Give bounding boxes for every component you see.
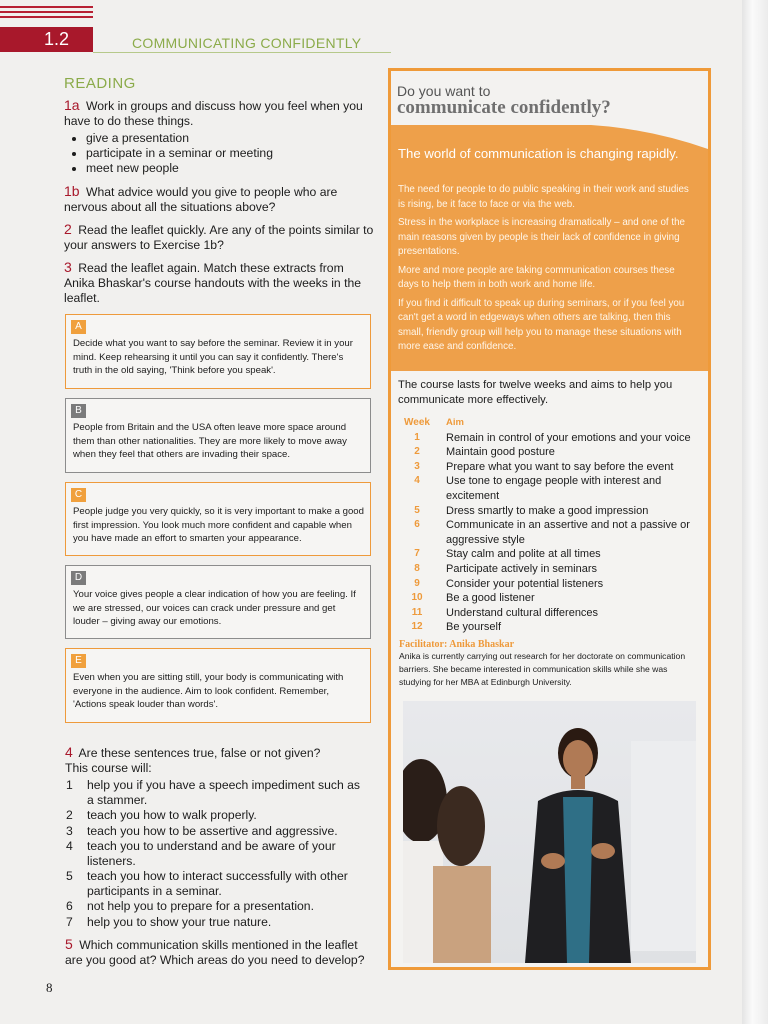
extract-e	[65, 648, 371, 723]
bullet-item: • participate in a seminar or meeting	[86, 146, 376, 161]
exercise-4	[65, 745, 365, 930]
page-edge	[742, 0, 768, 1024]
facilitator-text: Anika is currently carrying out research for her doctorate on communication barriers. She became interested in communication skills while she was studying for her MBA at Edinburgh University.	[399, 651, 686, 687]
extract-b	[65, 398, 371, 473]
week-number: 6	[414, 519, 420, 531]
week-number: 4	[414, 475, 420, 487]
week-aim: Participate actively in seminars	[446, 562, 598, 575]
extract-text: People judge you very quickly, so it is very important to make a good first impression. You look much more confident and capable when you have made an effort to smarten your appearance.	[73, 506, 364, 544]
exercise-question: Are these sentences true, false or not given?	[78, 746, 321, 760]
exercise-number: 2	[64, 221, 72, 237]
exercise-intro: This course will:	[65, 760, 152, 775]
item-text: not help you to prepare for a presentation.	[87, 899, 314, 913]
exercise-text: Read the leaflet quickly. Are any of the points similar to your answers to Exercise 1b?	[64, 223, 374, 252]
item-number: 2	[66, 808, 73, 822]
exercise-number: 1b	[64, 183, 80, 199]
extract-d	[65, 565, 371, 639]
list-item	[65, 899, 365, 914]
week-aim: Prepare what you want to say before the event	[446, 460, 674, 473]
table-row	[399, 547, 699, 562]
item-text: teach you how to interact successfully with other participants in a seminar.	[87, 869, 348, 898]
exercise-number: 1a	[64, 97, 80, 113]
table-row	[399, 431, 699, 446]
exercise-number: 4	[65, 744, 73, 760]
extract-letter: D	[71, 571, 86, 585]
reading-heading: READING	[64, 75, 136, 92]
table-row	[399, 562, 699, 577]
table-row	[399, 591, 699, 606]
table-row	[399, 577, 699, 592]
exercise-number: 3	[64, 259, 72, 275]
table-row	[399, 474, 699, 503]
presenter-illustration	[403, 701, 696, 963]
exercise-1a-bullets	[64, 131, 376, 176]
extract-text: People from Britain and the USA often leave more space around them than other nationalities. They are more likely to move away when they feel that others are invading their space.	[73, 422, 347, 460]
table-row	[399, 445, 699, 460]
list-item	[65, 869, 365, 898]
week-number: 10	[411, 592, 423, 604]
facilitator-title: Facilitator: Anika Bhaskar	[399, 639, 515, 650]
item-text: teach you to understand and be aware of your listeners.	[87, 839, 336, 868]
item-text: help you if you have a speech impediment such as a stammer.	[87, 778, 361, 807]
week-number: 2	[414, 446, 420, 458]
paragraph: Stress in the workplace is increasing dramatically – and one of the main reasons given by people is their lack of confidence in giving presentations.	[398, 217, 685, 257]
week-aim: Understand cultural differences	[446, 606, 599, 619]
item-number: 4	[66, 839, 73, 853]
week-aim: Maintain good posture	[446, 446, 555, 459]
week-aim: Communicate in an assertive and not a passive or aggressive style	[446, 519, 690, 546]
extract-text: Your voice gives people a clear indication of how you are feeling. If we are stressed, our voices can crack under pressure and get louder – giving away our emotions.	[73, 589, 356, 627]
table-row	[399, 606, 699, 621]
week-aim: Dress smartly to make a good impression	[446, 504, 649, 517]
week-aim-table	[399, 416, 699, 635]
unit-number-badge: 1.2	[0, 27, 93, 52]
week-number: 11	[411, 606, 423, 618]
page-number: 8	[46, 980, 53, 995]
leaflet-intro-panel	[391, 125, 708, 371]
table-row	[399, 504, 699, 519]
col-aim-header: Aim	[446, 417, 464, 428]
exercise-text: Work in groups and discuss how you feel when you have to do these things.	[64, 99, 363, 128]
exercise-text: Which communication skills mentioned in the leaflet are you good at? Which areas do you need to develop?	[65, 938, 365, 967]
leaflet-heading-line1: Do you want to	[397, 83, 491, 99]
item-text: help you to show your true nature.	[87, 914, 272, 929]
leaflet-intro-paragraphs	[398, 183, 698, 359]
reading-section	[64, 76, 376, 313]
facilitator-section	[399, 639, 694, 689]
list-item	[65, 778, 365, 807]
item-text: teach you how to walk properly.	[87, 808, 257, 822]
exercise-1a	[64, 98, 376, 176]
exercise-1b	[64, 184, 376, 215]
bullet-item: • meet new people	[86, 161, 376, 176]
list-item	[65, 824, 365, 839]
week-number: 9	[414, 577, 420, 589]
item-number: 6	[66, 899, 73, 913]
week-aim: Consider your potential listeners	[446, 577, 604, 590]
leaflet-intro-title: The world of communication is changing rapidly.	[398, 146, 679, 161]
week-number: 8	[414, 562, 420, 574]
table-row	[399, 620, 699, 635]
course-description: The course lasts for twelve weeks and aims to help you communicate more effectively.	[398, 379, 673, 406]
week-aim: Be a good listener	[446, 592, 535, 605]
exercise-text: Read the leaflet again. Match these extracts from Anika Bhaskar's course handouts with the weeks in the leaflet.	[64, 261, 362, 305]
week-aim: Use tone to engage people with interest and excitement	[446, 475, 662, 502]
table-header	[399, 416, 699, 431]
list-item	[65, 808, 365, 823]
exercise-number: 5	[65, 936, 73, 952]
extract-letter: A	[71, 320, 86, 334]
paragraph: More and more people are taking communication courses these days to help them in both work and home life.	[398, 264, 675, 290]
exercise-4-list	[65, 778, 365, 929]
extract-text: Even when you are sitting still, your body is communicating with everyone in the audience. Aim to look confident. Remember, 'Actions speak louder than words'.	[73, 672, 344, 710]
course-leaflet	[388, 68, 711, 970]
week-number: 7	[414, 548, 420, 560]
exercise-text: What advice would you give to people who are nervous about all the situations above?	[64, 185, 338, 214]
table-row	[399, 460, 699, 475]
exercise-5	[65, 937, 375, 968]
bullet-item: • give a presentation	[86, 131, 376, 146]
week-aim: Stay calm and polite at all times	[446, 548, 601, 561]
exercise-3	[64, 260, 376, 306]
extract-letter: B	[71, 404, 86, 418]
week-number: 12	[411, 621, 423, 633]
item-number: 5	[66, 869, 73, 883]
week-number: 1	[414, 431, 420, 443]
leaflet-heading-line2: communicate confidently?	[397, 97, 611, 118]
table-row	[399, 518, 699, 547]
extract-letter: E	[71, 654, 86, 668]
week-aim: Be yourself	[446, 621, 502, 634]
item-number: 1	[66, 778, 73, 792]
week-number: 3	[414, 460, 420, 472]
paragraph: If you find it difficult to speak up during seminars, or if you feel you can't get a word in edgeways when others are talking, then this small, friendly group will help you to manage these situations with more ease and confidence.	[398, 297, 685, 352]
item-number: 7	[66, 914, 73, 929]
item-text: teach you how to be assertive and aggressive.	[87, 823, 338, 838]
extract-c	[65, 482, 371, 556]
extract-text: Decide what you want to say before the seminar. Review it in your mind. Keep rehearsing it until you can say it confidently. There's truth in the old saying, 'Think before you speak'.	[73, 338, 353, 376]
col-week-header: Week	[404, 417, 430, 428]
week-number: 5	[414, 504, 420, 516]
week-aim: Remain in control of your emotions and your voice	[446, 431, 691, 444]
list-item	[65, 839, 365, 868]
extract-letter: C	[71, 488, 86, 502]
extract-a	[65, 314, 371, 389]
unit-title-rule	[93, 52, 391, 53]
item-number: 3	[66, 823, 73, 838]
exercise-2	[64, 222, 376, 253]
header-stripes	[0, 6, 93, 21]
list-item	[65, 915, 365, 930]
facilitator-photo	[403, 701, 696, 963]
paragraph: The need for people to do public speaking in their work and studies is rising, be it face to face or via the web.	[398, 184, 689, 210]
unit-title: COMMUNICATING CONFIDENTLY	[132, 35, 362, 51]
